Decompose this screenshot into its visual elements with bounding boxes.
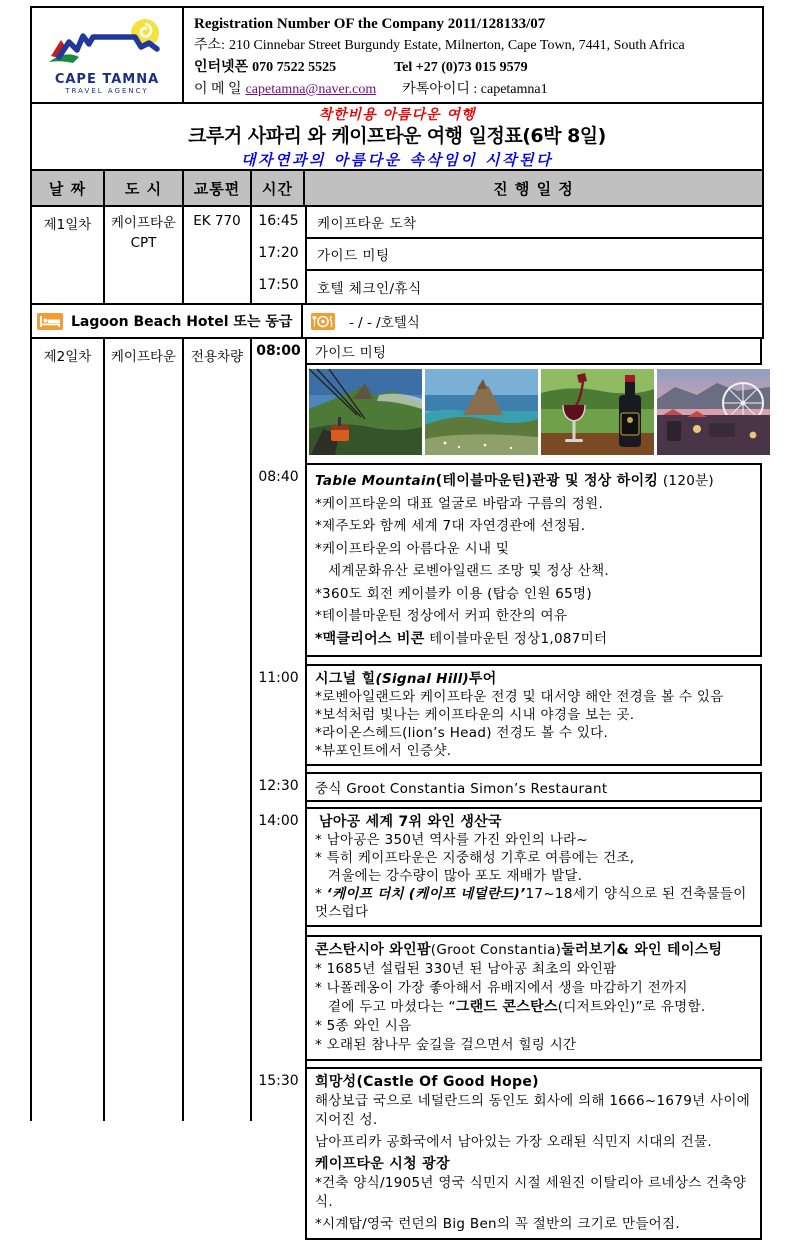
farm-activity: 둘러보기& 와인 테이스팅 [561, 942, 723, 958]
signal-hill-box [305, 664, 762, 766]
activity-title [315, 670, 752, 688]
day1-schedule-area [252, 207, 762, 303]
schedule-text: 가이드 미팅 [307, 239, 762, 271]
col-header-date: 날 짜 [32, 171, 105, 205]
bullet-line: * 나폴레옹이 가장 좋아해서 유배지에서 생을 마감하기 전까지 [315, 980, 688, 996]
email-line [194, 79, 752, 101]
hotel-name: Lagoon Beach Hotel 또는 동급 [71, 314, 293, 330]
schedule-time: 11:00 [258, 670, 299, 686]
schedule-row [252, 807, 764, 927]
col-header-city: 도 시 [105, 171, 184, 205]
lunch-text: 중식 Groot Constantia Simon’s Restaurant [315, 781, 608, 797]
bullet-line: 세계문화유산 로벤아일랜드 조망 및 정상 산책. [328, 563, 610, 579]
schedule-time: 12:30 [258, 778, 299, 794]
bullet-line [315, 885, 752, 921]
tel-value: +27 (0)73 015 9579 [415, 60, 528, 75]
col-header-schedule: 진 행 일 정 [493, 179, 574, 198]
bullet-line: * 남아공은 350년 역사를 가진 와인의 나라~ [315, 832, 588, 848]
cape-dutch-term: ‘케이프 더치 (케이프 네덜란드)’ [326, 886, 526, 902]
kakao-label: 카톡아이디 : [402, 82, 478, 97]
activity-title: 케이프타운 시청 광장 [315, 1156, 450, 1172]
schedule-text: 호텔 체크인/휴식 [317, 281, 422, 297]
bullet-line: * 오래된 참나무 숲길을 걸으면서 힐링 시간 [315, 1037, 577, 1053]
bullet-line: *테이블마운틴 정상에서 커피 한잔의 여유 [315, 608, 568, 624]
activity-title [315, 941, 752, 960]
title-ko2: 투어 [468, 671, 497, 687]
wine-country-box [305, 807, 762, 927]
farm-name-en: (Groot Constantia) [430, 942, 562, 958]
meal-plan-text: - / - /호텔식 [349, 315, 420, 331]
bullet-line: *건축 양식/1905년 영국 식민지 시절 세원진 이탈리아 르네상스 건축양식. [315, 1175, 747, 1210]
bullet-line: * 1685년 설립된 330년 된 남아공 최초의 와인팜 [315, 961, 617, 977]
table-mountain-cable-car-photo [309, 369, 422, 455]
bullet-line: * 5종 와인 시음 [315, 1018, 412, 1034]
day2-date: 제2일차 [32, 339, 105, 1121]
dutch-rest: 17~18세기 양식으로 된 건축물들이 멋스럽다 [315, 886, 747, 920]
company-header [30, 6, 764, 104]
bullet-line: *뷰포인트에서 인증샷. [315, 743, 452, 759]
day1-airport-code: CPT [130, 235, 157, 251]
schedule-time: 17:20 [258, 245, 299, 261]
address-label: 주소: [194, 38, 225, 53]
schedule-time-empty [252, 935, 305, 941]
company-info [184, 8, 762, 102]
meals-cell [303, 305, 762, 337]
title-ko: (테이블마운틴)관광 및 정상 하이킹 [435, 473, 659, 489]
farm-name-ko: 콘스탄시아 와인팜 [315, 942, 431, 958]
wine-pouring-photo [541, 369, 654, 455]
time-column-divider [305, 339, 307, 1121]
schedule-row [252, 935, 764, 1061]
bullet-line: *케이프타운의 대표 얼굴로 바람과 구름의 정원. [315, 495, 604, 512]
address-value: 210 Cinnebar Street Burgundy Estate, Milnerton, Cape Town, 7441, South Africa [228, 38, 685, 53]
day2-city: 케이프타운 [105, 339, 184, 1121]
schedule-row [252, 339, 764, 365]
bullet-line [315, 628, 752, 651]
schedule-time: 17:50 [258, 277, 299, 293]
logo-brand-text: CAPE TAMNA [54, 72, 160, 87]
bullet-line: *360도 회전 케이블카 이용 (탑승 인원 65명) [315, 585, 592, 602]
kakao-id: capetamna1 [480, 82, 548, 97]
table-mountain-box [305, 463, 762, 657]
beacon-name: *맥클리어스 비콘 [315, 630, 425, 647]
col-header-time: 시간 [252, 171, 305, 205]
castle-box [305, 1067, 762, 1240]
day2-schedule-area [252, 339, 764, 1232]
photo-strip [307, 365, 762, 457]
schedule-row [252, 664, 764, 766]
phone-value: 070 7522 5525 [252, 60, 337, 75]
day1-flight: EK 770 [184, 207, 252, 303]
logo-tagline: TRAVEL AGENCY [65, 87, 149, 95]
hotel-meal-row [30, 303, 764, 339]
schedule-time: 08:40 [258, 469, 299, 485]
day1-city-name: 케이프타운 [110, 215, 177, 231]
email-label: 이 메 일 [194, 82, 242, 97]
schedule-time: 14:00 [258, 813, 299, 829]
bed-icon [37, 313, 63, 330]
guide-meeting-box [305, 339, 762, 365]
col-header-transport: 교통편 [184, 171, 252, 205]
day1-date: 제1일차 [32, 207, 105, 303]
hotel-cell [32, 305, 303, 337]
phone-label: 인터넷폰 [194, 60, 249, 75]
grand-constance-pre: 곁에 두고 마셨다는 “ [328, 999, 456, 1015]
lions-head-peak-photo [425, 369, 538, 455]
schedule-row [252, 772, 764, 802]
bullet-line: *라이온스헤드(lion’s Head) 전경도 볼 수 있다. [315, 725, 609, 741]
grand-constance-rest: (디저트와인)”로 유명함. [557, 999, 706, 1015]
registration-number: Registration Number OF the Company 2011/128133/07 [194, 16, 546, 32]
activity-title: 희망성(Castle Of Good Hope) [315, 1074, 539, 1090]
bullet-line: *보석처럼 빛나는 케이프타운의 시내 야경을 보는 곳. [315, 707, 635, 723]
schedule-time: 15:30 [258, 1073, 299, 1089]
bullet-line: *로벤아일랜드와 케이프타운 전경 및 대서양 해안 전경을 볼 수 있음 [315, 689, 724, 705]
bullet-line: *시계탑/영국 런던의 Big Ben의 꼭 절반의 크기로 만들어짐. [315, 1216, 680, 1232]
bullet-line: 겨울에는 강수량이 많아 포도 재배가 발달. [328, 868, 583, 884]
title-block [30, 104, 764, 171]
company-logo [32, 8, 184, 102]
day2-row [30, 339, 764, 1232]
day1-city [105, 207, 184, 303]
bullet-line: *케이프타운의 아름다운 시내 및 [315, 540, 510, 557]
email-link[interactable]: capetamna@naver.com [245, 82, 377, 97]
bullet-line: *제주도와 함께 세계 7대 자연경관에 선정됨. [315, 518, 586, 534]
schedule-row [252, 207, 762, 239]
schedule-time: 16:45 [258, 213, 299, 229]
itinerary-title: 크루거 사파리 와 케이프타운 여행 일정표(6박 8일) [188, 125, 606, 147]
title-en: (Signal Hill) [375, 671, 469, 687]
subtitle-text: 대자연과의 아름다운 속삭임이 시작된다 [241, 151, 553, 169]
time-column-divider [305, 207, 307, 303]
day1-row [30, 207, 764, 303]
beacon-rest: 테이블마운틴 정상1,087미터 [424, 630, 608, 647]
cape-tamna-logo-icon [45, 16, 169, 72]
phone-line [194, 57, 752, 79]
tel-label: Tel [394, 60, 413, 75]
slogan-text: 착한비용 아름다운 여행 [318, 107, 476, 123]
bullet-line: * 특히 케이프타운은 지중해성 기후로 여름에는 건조, [315, 850, 635, 866]
schedule-row [252, 463, 764, 657]
bullet-line: 남아프리카 공화국에서 남아있는 가장 오래된 식민지 시대의 건물. [315, 1134, 712, 1150]
activity-title [315, 470, 752, 493]
lunch-box [305, 772, 762, 802]
wine-farm-box [305, 935, 762, 1061]
waterfront-ferris-wheel-photo [657, 369, 770, 455]
dutch-prefix: * [315, 886, 327, 902]
bullet-line: 해상보급 국으로 네덜란드의 동인도 회사에 의해 1666~1679년 사이에 지어진 성. [315, 1093, 751, 1128]
schedule-row [252, 1067, 764, 1240]
schedule-row [252, 271, 762, 303]
document-frame [30, 6, 764, 1232]
day2-transport: 전용차량 [184, 339, 252, 1121]
title-en: Table Mountain [315, 473, 436, 489]
bullet-line [315, 998, 752, 1017]
schedule-time: 08:00 [256, 343, 301, 359]
schedule-row [252, 239, 762, 271]
schedule-text: 케이프타운 도착 [307, 207, 762, 239]
grand-constance-name: 그랜드 콘스탄스 [455, 999, 558, 1015]
schedule-text: 가이드 미팅 [315, 345, 387, 361]
table-header-row [30, 171, 764, 207]
activity-title: 남아공 세계 7위 와인 생산국 [319, 814, 502, 830]
restaurant-icon [311, 313, 335, 330]
title-suffix: (120분) [658, 473, 714, 489]
address-line [194, 35, 752, 57]
title-ko1: 시그널 힐 [315, 671, 376, 687]
